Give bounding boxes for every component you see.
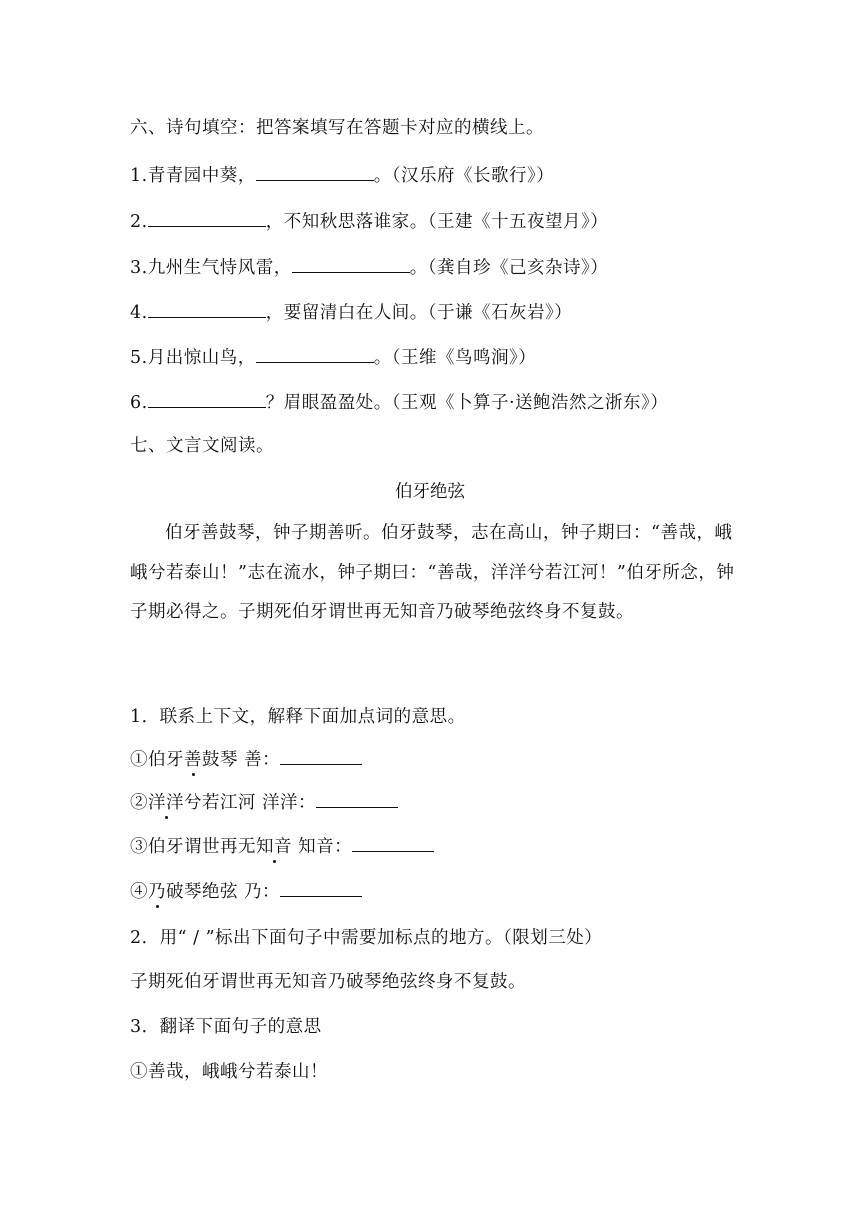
item-number: ③ [130,837,148,857]
q1-item-3 [130,833,434,859]
answer-blank[interactable] [256,162,374,181]
answer-blank[interactable] [148,299,266,318]
answer-blank[interactable] [256,344,374,363]
fill-blank-prefix: 3.九州生气恃风雷， [130,258,292,278]
fill-blank-5 [130,344,536,370]
answer-blank[interactable] [280,746,362,765]
fill-blank-suffix: 。（汉乐府《长歌行》） [373,166,555,186]
dotted-word: 善 [184,750,202,770]
question-3: 3．翻译下面句子的意思 [130,1017,322,1037]
item-text: 伯牙谓世再无 [148,837,256,857]
item-number: ① [130,750,148,770]
question-2: 2．用“ / ”标出下面句子中需要加标点的地方。（限划三处） [130,928,603,948]
q1-item-1 [130,746,362,772]
passage-title: 伯牙绝弦 [395,482,465,502]
fill-blank-prefix: 2. [130,212,148,232]
fill-blank-suffix: ，要留清白在人间。（于谦《石灰岩》） [265,303,573,323]
answer-blank[interactable] [292,254,410,273]
fill-blank-prefix: 6. [130,393,148,413]
item-text: 伯牙 [148,750,184,770]
section7-heading: 七、文言文阅读。 [130,436,274,456]
item-number: ② [130,793,148,813]
answer-blank[interactable] [352,833,434,852]
answer-blank[interactable] [148,389,266,408]
fill-blank-4 [130,299,572,325]
item-text: 知音： [292,837,353,857]
section6-heading: 六、诗句填空：把答案填写在答题卡对应的横线上。 [130,118,544,138]
item-text: 鼓琴 善： [202,750,281,770]
fill-blank-3 [130,254,608,280]
answer-blank[interactable] [316,789,398,808]
fill-blank-1 [130,162,554,188]
dotted-word: 乃 [148,882,166,902]
fill-blank-suffix: ，不知秋思落谁家。（王建《十五夜望月》） [265,212,609,232]
item-text: 破琴绝弦 乃： [166,882,281,902]
dotted-word: 洋洋 [148,793,184,813]
q1-item-2 [130,789,398,815]
fill-blank-6 [130,389,668,415]
passage-text: 伯牙善鼓琴，钟子期善听。伯牙鼓琴，志在高山，钟子期曰：“善哉，峨峨兮若泰山！”志在流水，钟子期曰：“善哉，洋洋兮若江河！”伯牙所念，钟子期必得之。子期死伯牙谓世再无知音乃破琴绝弦终身不复鼓。 [130,523,735,622]
question-3-item-1: ①善哉，峨峨兮若泰山！ [130,1062,328,1082]
fill-blank-suffix: 。（王维《鸟鸣涧》） [373,348,537,368]
answer-blank[interactable] [148,208,266,227]
fill-blank-prefix: 1.青青园中葵， [130,166,256,186]
fill-blank-suffix: 。（龚自珍《己亥杂诗》） [409,258,609,278]
q1-item-4 [130,878,362,904]
item-text: 兮若江河 洋洋： [184,793,317,813]
answer-blank[interactable] [280,878,362,897]
question-1: 1．联系上下文，解释下面加点词的意思。 [130,707,466,727]
item-number: ④ [130,882,148,902]
fill-blank-2 [130,208,608,234]
dotted-word: 知音 [256,837,292,857]
fill-blank-prefix: 4. [130,303,148,323]
fill-blank-prefix: 5.月出惊山鸟， [130,348,256,368]
fill-blank-suffix: ？眉眼盈盈处。（王观《卜算子·送鲍浩然之浙东》） [265,393,669,413]
question-2-sentence: 子期死伯牙谓世再无知音乃破琴绝弦终身不复鼓。 [130,972,526,992]
